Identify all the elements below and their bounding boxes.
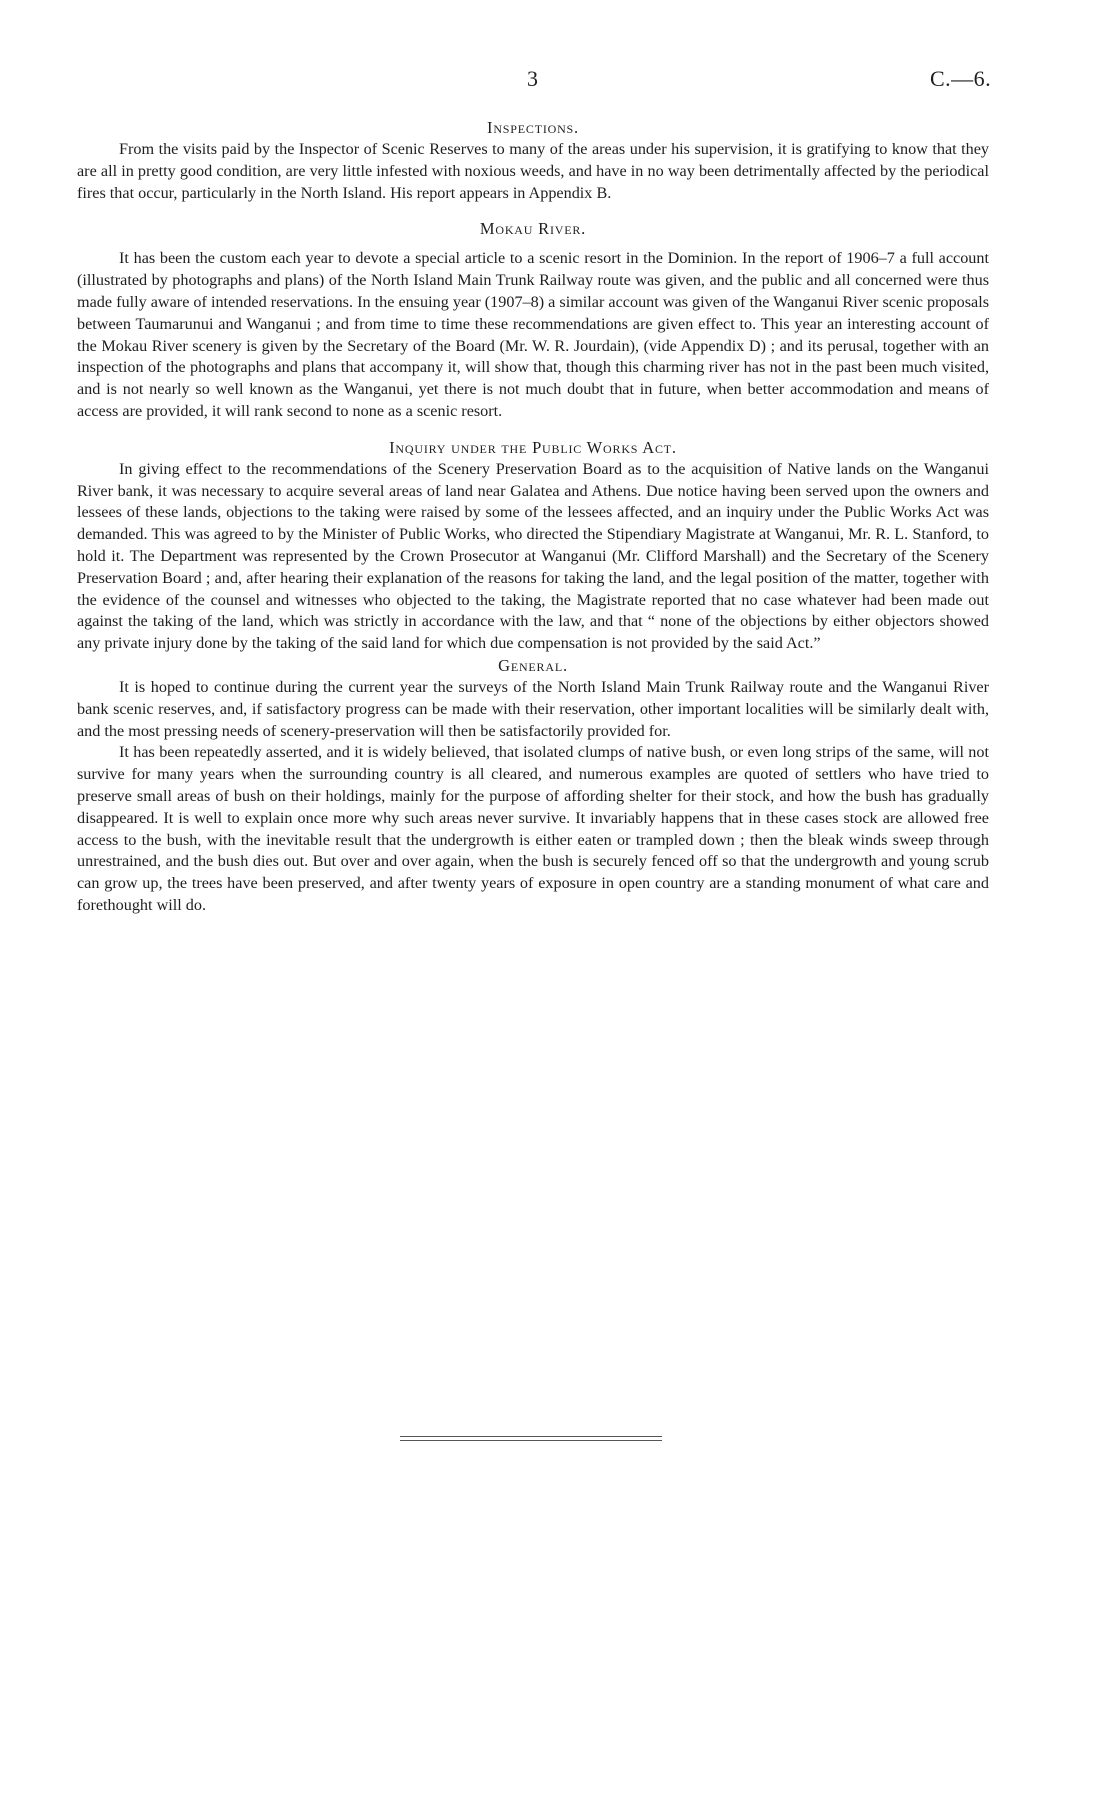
paragraph: It has been the custom each year to devote a special article to a scenic resort in the Dominion. In the report of 1906–7 a full account (illustrated by photographs and plans) of the North Island Main Trunk Railway route was given, and the public and all concerned were thus made fully aware of intended reservations. In the ensuing year (1907–8) a similar account was given of the Wanganui River scenic proposals between Taumarunui and Wanganui ; and from time to time these recommendations are given effect to. This year an interesting account of the Mokau River scenery is given by the Secretary of the Board (Mr. W. R. Jourdain), (vide Appendix D) ; and its perusal, together with an inspection of the photographs and plans that accompany it, will show that, though this charming river has not in the past been much visited, and is not nearly so well known as the Wanganui, yet there is not much doubt that in future, when better accommodation and means of access are provided, it will rank second to none as a scenic resort.: [77, 249, 989, 420]
paragraph: It is hoped to continue during the current year the surveys of the North Island Main Trunk Railway route and the Wanganui River bank scenic reserves, and, if satisfactory progress can be made with their reservation, other important localities will be similarly dealt with, and the most pressing needs of scenery-preservation will then be satisfactorily provided for.: [77, 677, 989, 740]
paragraph: It has been repeatedly asserted, and it is widely believed, that isolated clumps of native bush, or even long strips of the same, will not survive for many years when the surrounding country is all cleared, and numerous examples are quoted of settlers who have tried to preserve small areas of bush on their holdings, mainly for the purpose of affording shelter for their stock, and how the bush has gradually disappeared. It is well to explain once more why such areas never survive. It invariably happens that in these cases stock are allowed free access to the bush, with the inevitable result that the undergrowth is either eaten or trampled down ; then the bleak winds sweep through unrestrained, and the bush dies out. But over and over again, when the bush is securely fenced off so that the undergrowth and young scrub can grow up, the trees have been preserved, and after twenty years of exposure in open country are a standing monument of what care and forethought will do.: [77, 743, 989, 914]
section-general: [77, 655, 989, 917]
paragraph: In giving effect to the recommendations of the Scenery Preservation Board as to the acquisition of Native lands on the Wanganui River bank, it was necessary to acquire several areas of land near Galatea and Athens. Due notice having been served upon the owners and lessees of these lands, objections to the taking were raised by some of the lessees affected, and an inquiry under the Public Works Act was demanded. This was agreed to by the Minister of Public Works, who directed the Stipendiary Magistrate at Wanganui, Mr. R. L. Stanford, to hold it. The Department was represented by the Crown Prosecutor at Wanganui (Mr. Clifford Marshall) and the Secretary of the Scenery Preservation Board ; and, after hearing their explanation of the reasons for taking the land, and the legal position of the matter, together with the evidence of the counsel and witnesses who objected to the taking, the Magistrate reported that no case whatever had been made out against the taking of the land, which was strictly in accordance with the law, and that “ none of the objections by either objectors showed any private injury done by the taking of the said land for which due compensation is not provided by the said Act.”: [77, 459, 989, 653]
section-heading: Mokau River.: [479, 219, 587, 239]
page-number: 3: [527, 66, 538, 91]
end-rule: [400, 1436, 662, 1444]
section-inquiry: [77, 437, 989, 655]
document-code: C.—6.: [930, 66, 992, 91]
paragraph: From the visits paid by the Inspector of Scenic Reserves to many of the areas under his supervision, it is gratifying to know that they are all in pretty good condition, are very little infested with noxious weeds, and have in no way been detrimentally affected by the periodical fires that occur, particularly in the North Island. His report appears in Appendix B.: [77, 140, 989, 202]
section-heading: General.: [498, 655, 568, 675]
section-heading: Inquiry under the Public Works Act.: [389, 437, 677, 457]
section-mokau-river: [77, 218, 989, 422]
section-inspections: [77, 117, 989, 204]
section-heading: Inspections.: [487, 118, 579, 137]
document-body: [77, 117, 989, 917]
